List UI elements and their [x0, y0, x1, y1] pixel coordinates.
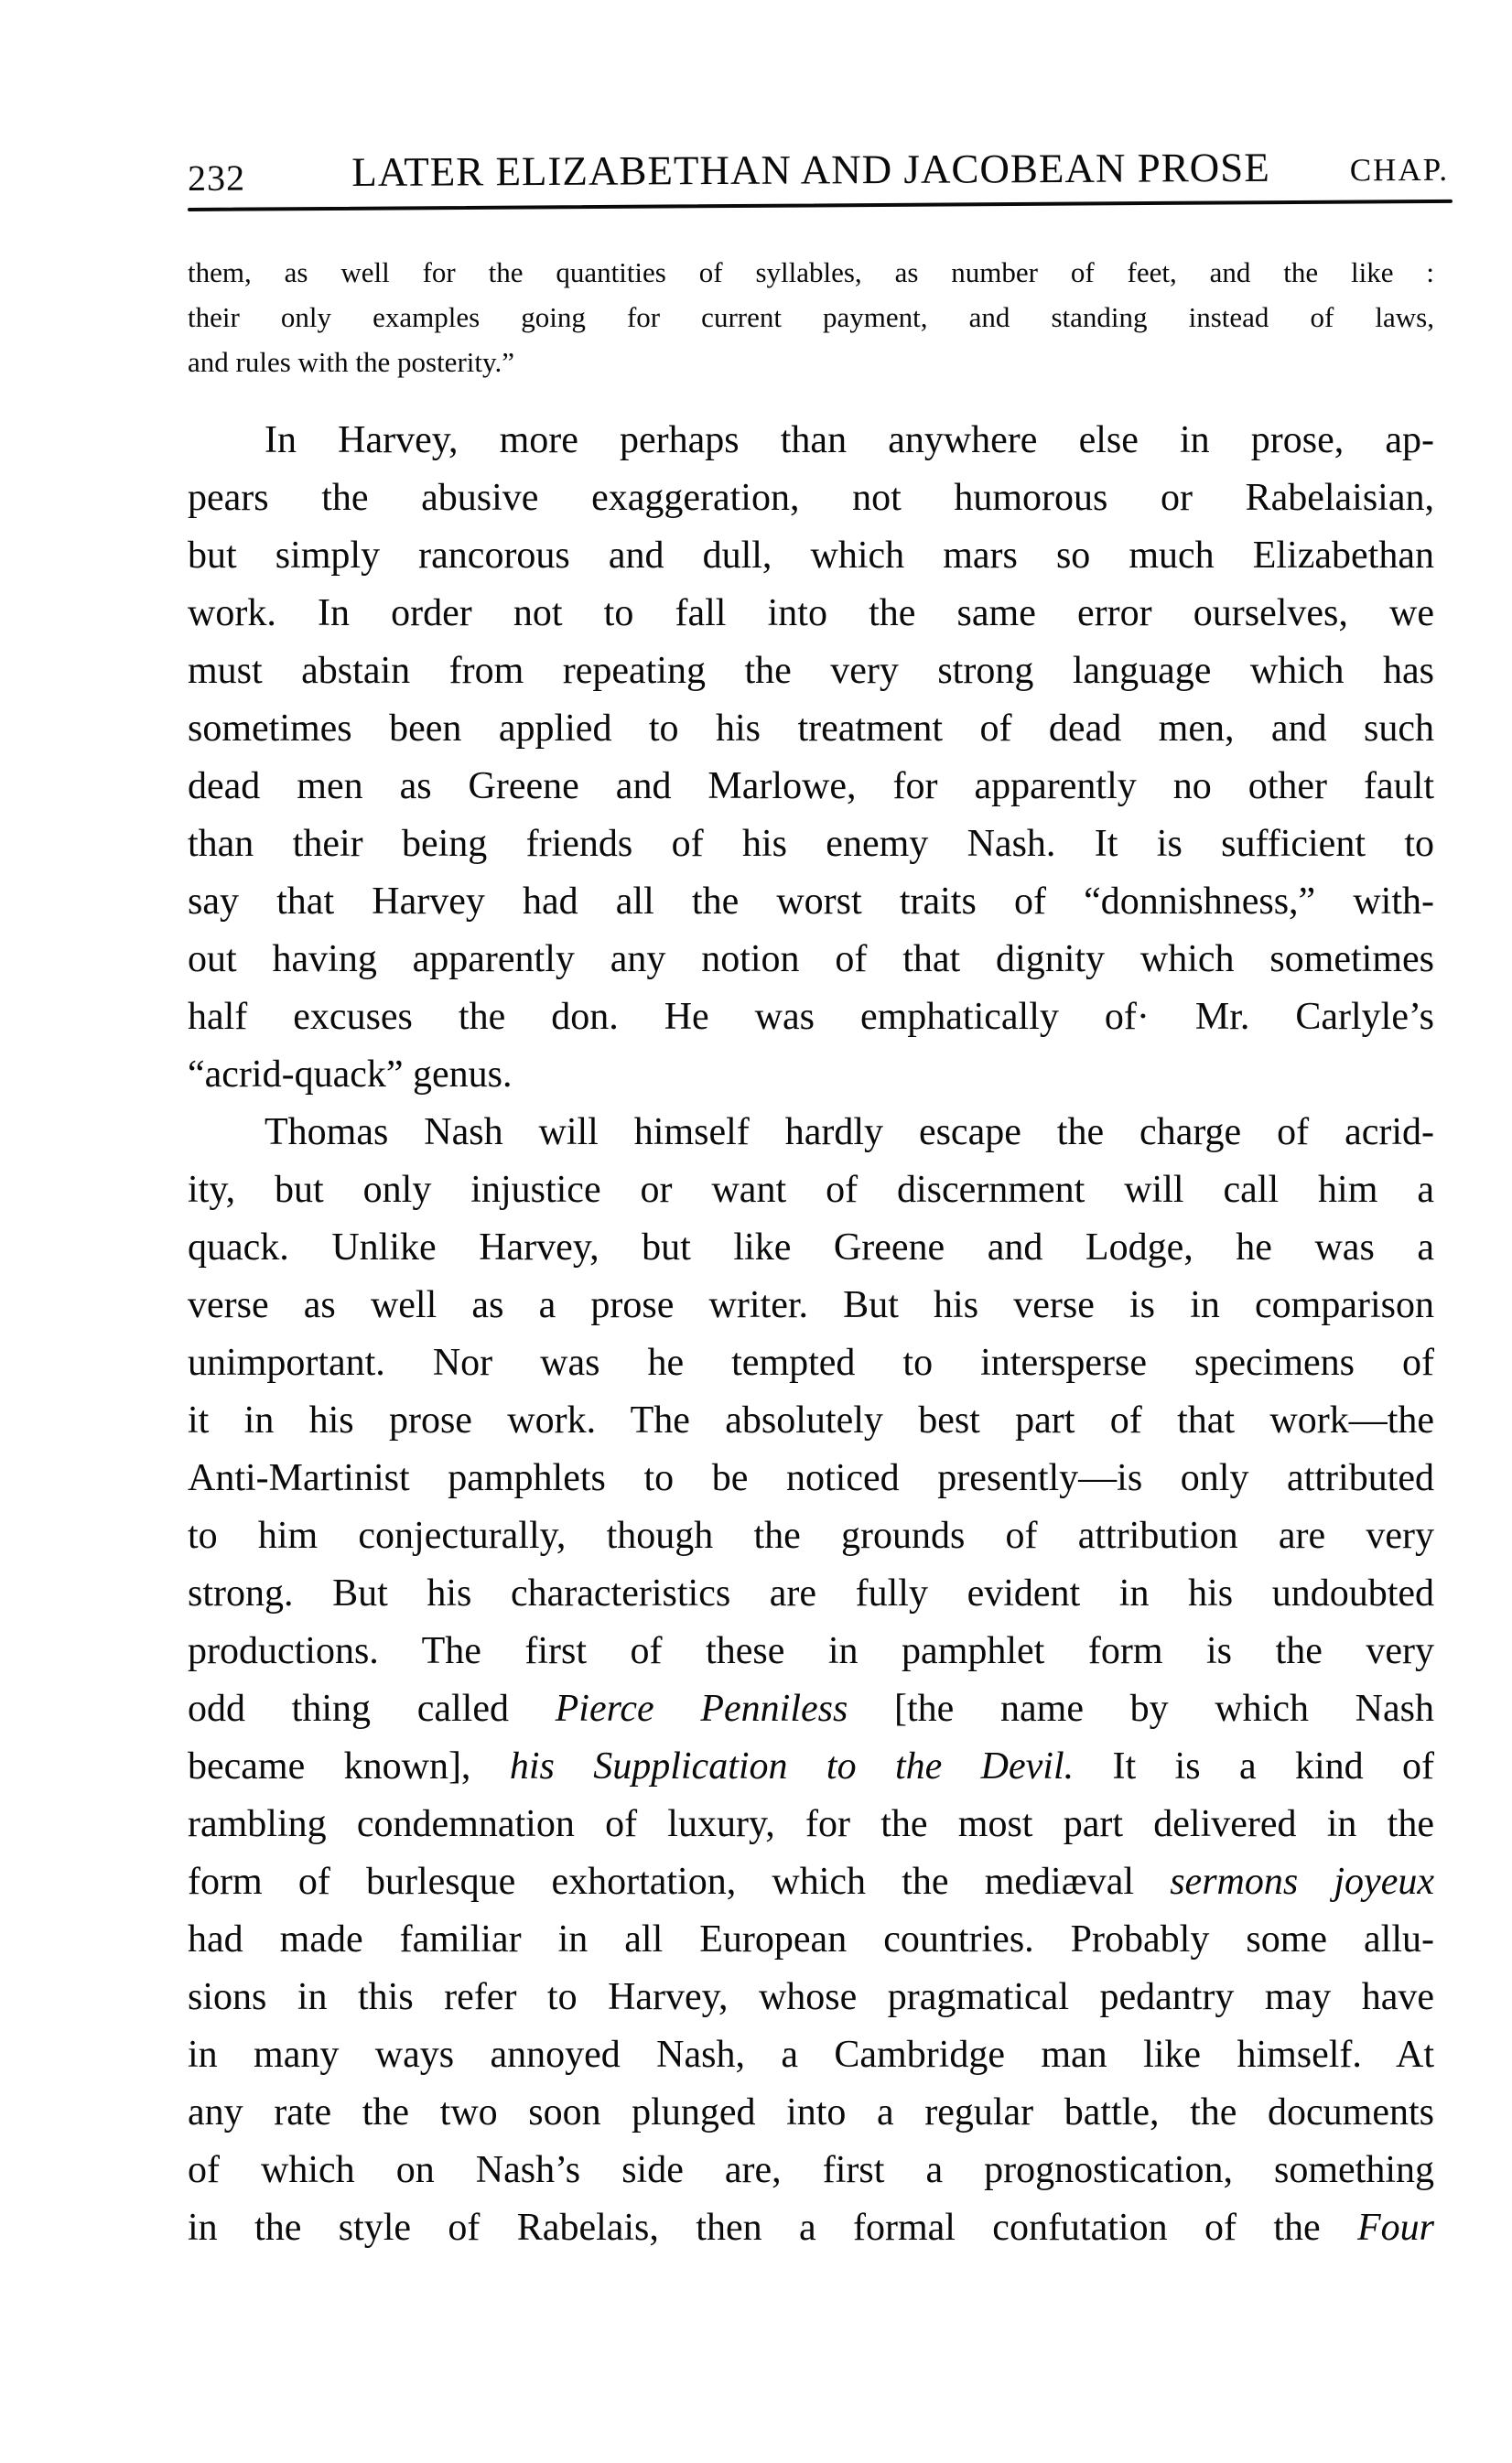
text-segment: [the name by which Nash [848, 1688, 1434, 1730]
text-segment: in many ways annoyed Nash, a Cambridge man like himself. At [188, 2034, 1434, 2076]
text-segment: it in his prose work. The absolutely best part of that work—the [188, 1399, 1434, 1442]
italic-text: Four [1357, 2207, 1434, 2249]
text-line [188, 2142, 1434, 2199]
text-line [188, 470, 1434, 527]
text-line [188, 1853, 1434, 1911]
text-line [188, 1969, 1434, 2026]
text-line [188, 1334, 1434, 1392]
paragraph-nash [188, 1104, 1434, 2257]
text-line [188, 1219, 1434, 1277]
text-line [188, 295, 1434, 340]
text-line [188, 412, 1434, 470]
text-segment: say that Harvey had all the worst traits of “donnishness,” with- [188, 880, 1434, 923]
text-line [188, 873, 1434, 931]
text-segment: productions. The first of these in pamphlet form is the very [188, 1630, 1434, 1672]
page-header [187, 143, 1450, 199]
text-line [188, 1796, 1434, 1853]
text-segment: verse as well as a prose writer. But his verse is in comparison [188, 1284, 1434, 1326]
text-segment: must abstain from repeating the very strong language which has [188, 650, 1434, 692]
text-segment: sions in this refer to Harvey, whose pragmatical pedantry may have [188, 1976, 1434, 2018]
text-segment: pears the abusive exaggeration, not humorous or Rabelaisian, [188, 477, 1434, 519]
text-line [188, 340, 1434, 384]
text-line [188, 1507, 1434, 1565]
text-segment: half excuses the don. He was emphatically of· Mr. Carlyle’s [188, 996, 1434, 1038]
text-segment: odd thing called [188, 1688, 556, 1730]
text-segment: their only examples going for current payment, and standing instead of laws, [188, 301, 1434, 333]
text-segment: Thomas Nash will himself hardly escape the charge of acrid- [265, 1111, 1434, 1153]
text-segment: form of burlesque exhortation, which the mediæval [188, 1861, 1171, 1903]
text-line [188, 585, 1434, 643]
text-segment: became known], [188, 1745, 510, 1788]
text-line [188, 758, 1434, 816]
text-segment: had made familiar in all European countries. Probably some allu- [188, 1918, 1434, 1961]
text-segment: unimportant. Nor was he tempted to intersperse specimens of [188, 1342, 1434, 1384]
text-segment: any rate the two soon plunged into a regular battle, the documents [188, 2091, 1434, 2134]
text-line [188, 1680, 1434, 1738]
header-rule [188, 200, 1453, 211]
text-segment: than their being friends of his enemy Nash. It is sufficient to [188, 823, 1434, 865]
text-line [188, 700, 1434, 758]
text-block [187, 144, 1450, 2257]
text-line [188, 250, 1434, 295]
text-segment: out having apparently any notion of that dignity which sometimes [188, 938, 1434, 980]
text-segment: and rules with the posterity.” [188, 346, 514, 378]
text-segment: “acrid-quack” genus. [188, 1053, 513, 1096]
text-line [188, 1738, 1434, 1796]
text-line [188, 1277, 1434, 1334]
text-segment: Anti-Martinist pamphlets to be noticed presently—is only attributed [188, 1457, 1434, 1499]
italic-text: his Supplication to the Devil. [509, 1745, 1075, 1788]
text-segment: in the style of Rabelais, then a formal confutation of the [188, 2207, 1357, 2249]
text-segment: of which on Nash’s side are, first a prognostication, something [188, 2149, 1434, 2191]
italic-text: Pierce Penniless [555, 1688, 848, 1730]
text-line [188, 643, 1434, 700]
text-segment: In Harvey, more perhaps than anywhere else in prose, ap- [265, 419, 1434, 461]
page-number: 232 [187, 157, 246, 199]
chapter-label: CHAP. [1349, 151, 1450, 189]
italic-text: sermons joyeux [1170, 1861, 1434, 1903]
text-segment: rambling condemnation of luxury, for the most part delivered in the [188, 1803, 1434, 1845]
text-line [188, 1104, 1434, 1161]
text-line [188, 931, 1434, 988]
text-line [188, 527, 1434, 585]
text-segment: work. In order not to fall into the same error ourselves, we [188, 592, 1434, 634]
text-line [188, 1046, 1434, 1104]
text-segment: ity, but only injustice or want of discernment will call him a [188, 1169, 1434, 1211]
text-segment: sometimes been applied to his treatment of dead men, and such [188, 708, 1434, 750]
text-segment: quack. Unlike Harvey, but like Greene and Lodge, he was a [188, 1226, 1434, 1269]
text-segment: but simply rancorous and dull, which mars so much Elizabethan [188, 535, 1434, 577]
text-line [188, 988, 1434, 1046]
text-segment: dead men as Greene and Marlowe, for apparently no other fault [188, 765, 1434, 807]
running-title: LATER ELIZABETHAN AND JACOBEAN PROSE [351, 144, 1270, 196]
text-segment: strong. But his characteristics are fully evident in his undoubted [188, 1572, 1434, 1615]
text-line [188, 1392, 1434, 1450]
quote-continuation [188, 250, 1434, 384]
paragraph-harvey [188, 412, 1434, 1104]
text-line [188, 1450, 1434, 1507]
page-body [188, 250, 1434, 2257]
text-line [188, 2199, 1434, 2257]
text-line [188, 2084, 1434, 2142]
text-line [188, 2026, 1434, 2084]
text-line [188, 1911, 1434, 1969]
text-segment: them, as well for the quantities of syllables, as number of feet, and the like : [188, 256, 1434, 288]
text-line [188, 1565, 1434, 1623]
text-segment: It is a kind of [1074, 1745, 1435, 1788]
text-line [188, 1161, 1434, 1219]
text-segment: to him conjecturally, though the grounds of attribution are very [188, 1515, 1434, 1557]
text-line [188, 816, 1434, 873]
text-line [188, 1623, 1434, 1680]
